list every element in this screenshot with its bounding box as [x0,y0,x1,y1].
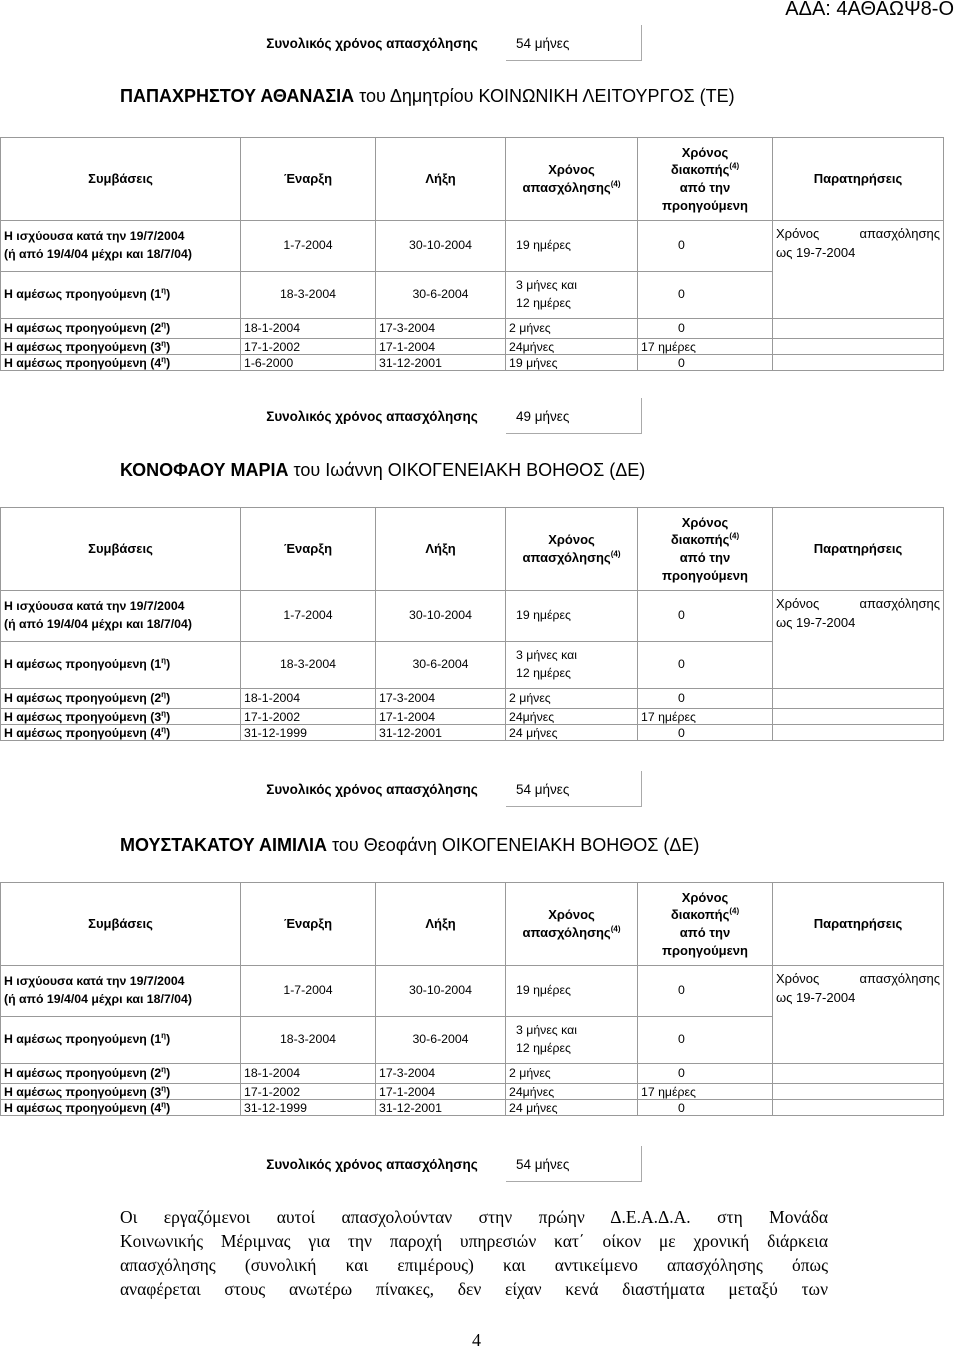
contracts-table [0,882,944,1116]
header-end: Λήξη [376,138,506,221]
gap: 0 [638,1064,773,1084]
remark-empty [773,1084,944,1100]
header-end: Λήξη [376,883,506,966]
duration: 2 μήνες [506,319,638,339]
header-start: Έναρξη [241,138,376,221]
gap: 17 ημέρες [638,339,773,355]
paragraph-line: αναφέρεται στους ανωτέρω πίνακες, δεν είχαν κενά διαστήματα μεταξύ των [120,1279,828,1299]
person-total-row [240,398,644,436]
table-row [1,355,944,371]
paragraph-line: Κοινωνικής Μέριμνας για την παροχή υπηρεσιών κατ΄ οίκον με χρονική διάρκεια [120,1231,828,1251]
row-label: Η αμέσως προηγούμενη $(1^\eta)$ [1,642,241,689]
remark-empty [773,1100,944,1116]
duration: 19 ημέρες [506,966,638,1017]
closing-paragraph [120,1205,828,1301]
contracts-table [0,507,944,741]
remark-empty [773,1064,944,1084]
header-contracts: Συμβάσεις [1,508,241,591]
person-details: του Ιωάννη ΟΙΚΟΓΕΝΕΙΑΚΗ ΒΟΗΘΟΣ (ΔΕ) [293,460,646,480]
person-details: του Θεοφάνη ΟΙΚΟΓΕΝΕΙΑΚΗ ΒΟΗΘΟΣ (ΔΕ) [332,835,700,855]
page-number: 4 [472,1330,481,1350]
start-date: 1-7-2004 [241,221,376,272]
end-date: 31-12-2001 [376,725,506,741]
row-label: Η αμέσως προηγούμενη $(4^\eta)$ [1,725,241,741]
header-contracts: Συμβάσεις [1,883,241,966]
table-row [1,339,944,355]
table-row [1,689,944,709]
remark-empty [773,709,944,725]
table-row [1,725,944,741]
person-total-row [240,771,644,809]
end-date: 17-1-2004 [376,709,506,725]
table-row [1,1064,944,1084]
total-label: Συνολικός χρόνος απασχόλησης [266,36,478,51]
row-label: Η αμέσως προηγούμενη $(3^\eta)$ [1,1084,241,1100]
remark-empty [773,355,944,371]
start-date: 18-1-2004 [241,319,376,339]
gap: 0 [638,725,773,741]
remark-empty [773,339,944,355]
table-row [1,1084,944,1100]
total-value: 54 μήνες [506,25,642,61]
top-total-row [240,25,644,63]
end-date: 17-1-2004 [376,1084,506,1100]
remark-cell: Χρόνος απασχόλησης ως 19-7-2004 [773,966,944,1064]
person-heading [120,460,645,481]
duration: 2 μήνες [506,1064,638,1084]
start-date: 18-1-2004 [241,689,376,709]
start-date: 17-1-2002 [241,339,376,355]
person-heading [120,835,699,856]
header-start: Έναρξη [241,508,376,591]
end-date: 30-6-2004 [376,272,506,319]
start-date: 1-7-2004 [241,591,376,642]
end-date: 31-12-2001 [376,1100,506,1116]
header-employment-time: Χρόνος απασχόλησης$^{(4)}$ [506,883,638,966]
gap: 0 [638,591,773,642]
gap: 0 [638,1100,773,1116]
gap: 0 [638,319,773,339]
start-date: 18-3-2004 [241,272,376,319]
remark-cell: Χρόνος απασχόλησης ως 19-7-2004 [773,221,944,319]
table-header-row [1,883,944,966]
header-interruption-time: Χρόνος διακοπής$^{(4)}$ από την προηγούμενη [638,508,773,591]
person-name: ΜΟΥΣΤΑΚΑΤΟΥ ΑΙΜΙΛΙΑ [120,835,327,855]
row-label: Η αμέσως προηγούμενη $(3^\eta)$ [1,709,241,725]
table-row [1,709,944,725]
person-total-row [240,1146,644,1184]
person-name: ΚΟΝΟΦΑΟΥ ΜΑΡΙΑ [120,460,289,480]
duration: 3 μήνες και 12 ημέρες [506,642,638,689]
header-employment-time: Χρόνος απασχόλησης$^{(4)}$ [506,508,638,591]
duration: 2 μήνες [506,689,638,709]
header-remarks: Παρατηρήσεις [773,508,944,591]
row-label: Η αμέσως προηγούμενη $(3^\eta)$ [1,339,241,355]
row-label: Η ισχύουσα κατά την 19/7/2004 (ή από 19/4/04 μέχρι και 18/7/04) [1,966,241,1017]
remark-empty [773,725,944,741]
header-remarks: Παρατηρήσεις [773,138,944,221]
total-label: Συνολικός χρόνος απασχόλησης [266,409,478,424]
total-value: 54 μήνες [506,1146,642,1182]
paragraph-line: απασχόλησης (συνολική και επιμέρους) και αντικείμενο απασχόλησης όπως [120,1255,828,1275]
row-label: Η αμέσως προηγούμενη $(2^\eta)$ [1,689,241,709]
header-start: Έναρξη [241,883,376,966]
header-end: Λήξη [376,508,506,591]
end-date: 17-1-2004 [376,339,506,355]
table-header-row [1,508,944,591]
gap: 0 [638,642,773,689]
remark-cell: Χρόνος απασχόλησης ως 19-7-2004 [773,591,944,689]
end-date: 31-12-2001 [376,355,506,371]
row-label: Η αμέσως προηγούμενη $(4^\eta)$ [1,1100,241,1116]
table-row [1,966,944,1017]
table-row [1,221,944,272]
gap: 0 [638,221,773,272]
row-label: Η αμέσως προηγούμενη $(2^\eta)$ [1,1064,241,1084]
end-date: 30-6-2004 [376,1017,506,1064]
gap: 0 [638,272,773,319]
row-label: Η αμέσως προηγούμενη $(1^\eta)$ [1,1017,241,1064]
start-date: 31-12-1999 [241,1100,376,1116]
end-date: 30-10-2004 [376,966,506,1017]
duration: 3 μήνες και 12 ημέρες [506,1017,638,1064]
end-date: 17-3-2004 [376,1064,506,1084]
total-value: 49 μήνες [506,398,642,434]
end-date: 30-10-2004 [376,591,506,642]
total-label: Συνολικός χρόνος απασχόλησης [266,782,478,797]
table-row [1,591,944,642]
start-date: 1-7-2004 [241,966,376,1017]
duration: 24μήνες [506,339,638,355]
duration: 24μήνες [506,1084,638,1100]
person-details: του Δημητρίου ΚΟΙΝΩΝΙΚΗ ΛΕΙΤΟΥΡΓΟΣ (ΤΕ) [359,86,735,106]
row-label: Η αμέσως προηγούμενη $(2^\eta)$ [1,319,241,339]
duration: 24 μήνες [506,725,638,741]
start-date: 18-3-2004 [241,1017,376,1064]
header-employment-time: Χρόνος απασχόλησης$^{(4)}$ [506,138,638,221]
row-label: Η αμέσως προηγούμενη $(1^\eta)$ [1,272,241,319]
person-heading [120,86,735,107]
contracts-table [0,137,944,371]
start-date: 18-3-2004 [241,642,376,689]
header-interruption-time: Χρόνος διακοπής$^{(4)}$ από την προηγούμενη [638,883,773,966]
document-reference: ΑΔΑ: 4ΑΘΑΩΨ8-Ο [785,0,954,20]
end-date: 30-10-2004 [376,221,506,272]
gap: 17 ημέρες [638,709,773,725]
end-date: 30-6-2004 [376,642,506,689]
start-date: 17-1-2002 [241,1084,376,1100]
start-date: 18-1-2004 [241,1064,376,1084]
row-label: Η ισχύουσα κατά την 19/7/2004 (ή από 19/4/04 μέχρι και 18/7/04) [1,221,241,272]
table-row [1,319,944,339]
duration: 3 μήνες και 12 ημέρες [506,272,638,319]
row-label: Η αμέσως προηγούμενη $(4^\eta)$ [1,355,241,371]
duration: 19 ημέρες [506,591,638,642]
total-value: 54 μήνες [506,771,642,807]
person-name: ΠΑΠΑΧΡΗΣΤΟΥ ΑΘΑΝΑΣΙΑ [120,86,355,106]
table-row [1,1100,944,1116]
gap: 17 ημέρες [638,1084,773,1100]
paragraph-line: Οι εργαζόμενοι αυτοί απασχολούνταν στην πρώην Δ.Ε.Α.Δ.Α. στη Μονάδα [120,1207,828,1227]
total-label: Συνολικός χρόνος απασχόλησης [266,1157,478,1172]
gap: 0 [638,966,773,1017]
duration: 24μήνες [506,709,638,725]
end-date: 17-3-2004 [376,319,506,339]
start-date: 17-1-2002 [241,709,376,725]
duration: 19 ημέρες [506,221,638,272]
end-date: 17-3-2004 [376,689,506,709]
duration: 19 μήνες [506,355,638,371]
header-contracts: Συμβάσεις [1,138,241,221]
header-remarks: Παρατηρήσεις [773,883,944,966]
start-date: 31-12-1999 [241,725,376,741]
start-date: 1-6-2000 [241,355,376,371]
gap: 0 [638,1017,773,1064]
remark-empty [773,689,944,709]
header-interruption-time: Χρόνος διακοπής$^{(4)}$ από την προηγούμενη [638,138,773,221]
table-header-row [1,138,944,221]
remark-empty [773,319,944,339]
gap: 0 [638,355,773,371]
duration: 24 μήνες [506,1100,638,1116]
row-label: Η ισχύουσα κατά την 19/7/2004 (ή από 19/4/04 μέχρι και 18/7/04) [1,591,241,642]
gap: 0 [638,689,773,709]
